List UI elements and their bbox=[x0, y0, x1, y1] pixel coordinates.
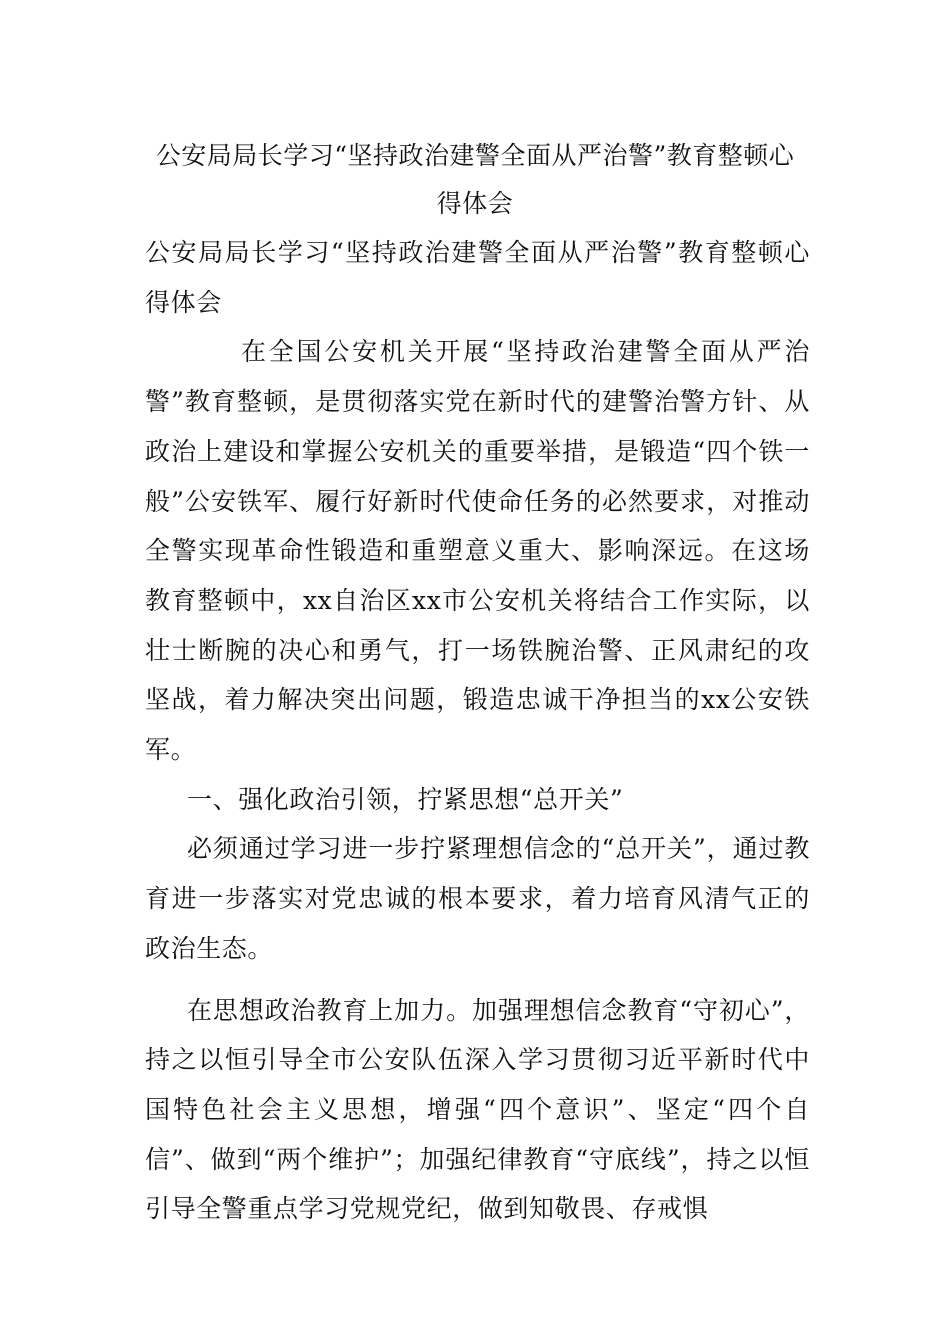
paragraph-section-1: 必须通过学习进一步拧紧理想信念的“总开关”，通过教育进一步落实对党忠诚的根本要求，着力培育风清气正的政治生态。 bbox=[145, 834, 810, 963]
document-title: 公安局局长学习“坚持政治建警全面从严治警”教育整顿心得体会 bbox=[155, 141, 795, 218]
document-body bbox=[145, 228, 810, 1234]
paragraph-gap bbox=[145, 974, 810, 986]
paragraph-political-education: 在思想政治教育上加力。加强理想信念教育“守初心”，持之以恒引导全市公安队伍深入学习贯彻习近平新时代中国特色社会主义思想，增强“四个意识”、坚定“四个自信”、做到“两个维护”；加强纪律教育“守底线”，持之以恒引导全警重点学习党规党纪，做到知敬畏、存戒惧 bbox=[145, 995, 810, 1224]
paragraph-intro: 在全国公安机关开展“坚持政治建警全面从严治警”教育整顿，是贯彻落实党在新时代的建警治警方针、从政治上建设和掌握公安机关的重要举措，是锻造“四个铁一般”公安铁军、履行好新时代使命任务的必然要求，对推动全警实现革命性锻造和重塑意义重大、影响深远。在这场教育整顿中，xx自治区xx市公安机关将结合工作实际，以壮士断腕的决心和勇气，打一场铁腕治警、正风肃纪的攻坚战，着力解决突出问题，锻造忠诚干净担当的xx公安铁军。 bbox=[145, 337, 810, 765]
document-subtitle: 公安局局长学习“坚持政治建警全面从严治警”教育整顿心得体会 bbox=[145, 238, 810, 317]
section-heading-1: 一、强化政治引领，拧紧思想“总开关” bbox=[187, 784, 624, 814]
